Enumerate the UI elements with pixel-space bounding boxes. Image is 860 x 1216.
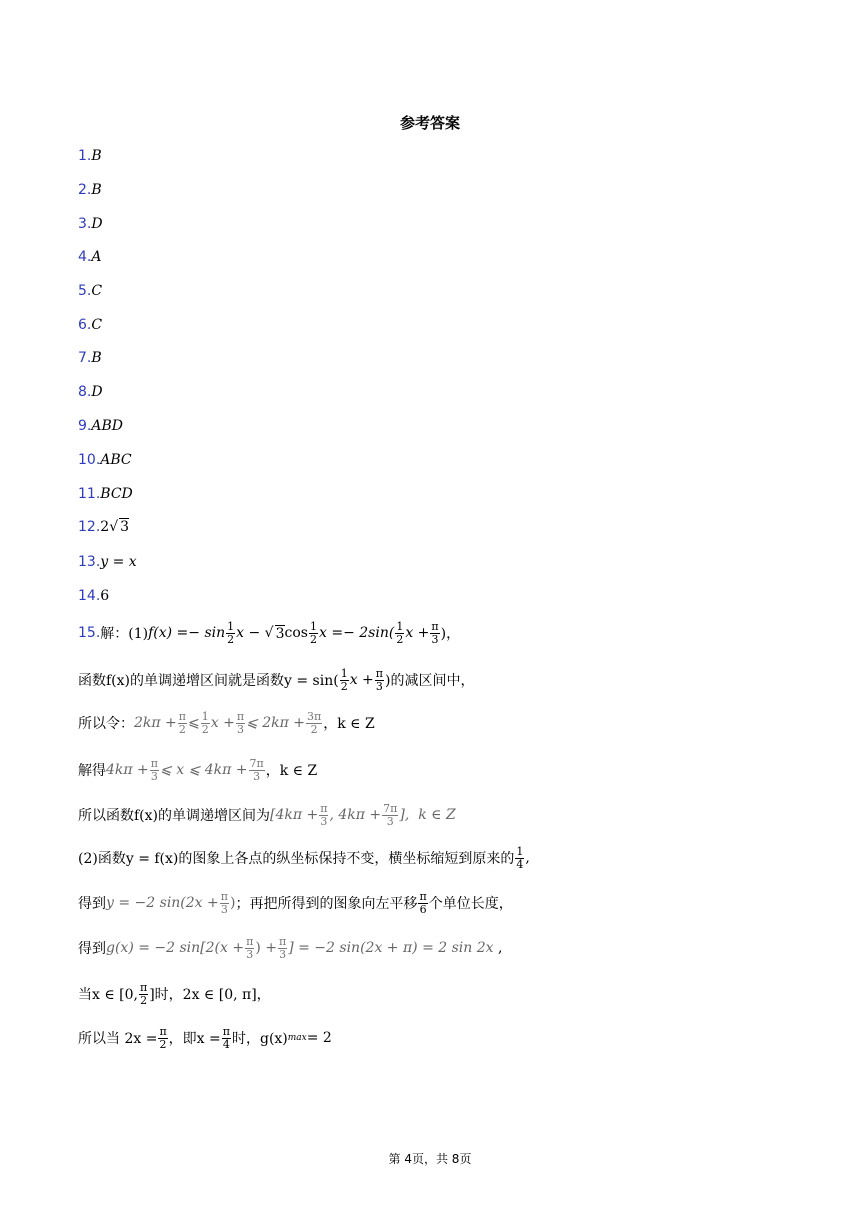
q15-line-3: 所以令： 2kπ + $\frac{\pi}{2}$ ⩽ $\frac{1}{2}$ x + $\frac{\pi}{3}$ ⩽ 2kπ + $\frac{3\pi}{2}$ ，k ∈ Z bbox=[78, 709, 375, 736]
answer-6: 6.C bbox=[78, 317, 103, 333]
fraction: $\frac{1}{2}$ bbox=[340, 666, 348, 693]
fraction: $\frac{\pi}{3}$ bbox=[431, 619, 439, 646]
answer-2: 2.B bbox=[78, 182, 102, 198]
q15-line-10: 所以当 2x = $\frac{\pi}{2}$ ，即x = $\frac{\pi}{4}$ 时，g(x) max = 2 bbox=[78, 1024, 332, 1051]
q15-line-8: 得到 g(x) = −2 sin[2(x + $\frac{\pi}{3}$ ) + $\frac{\pi}{3}$ ] = −2 sin(2x + π) = 2 sin 2x , bbox=[78, 934, 503, 961]
fraction: $\frac{\pi}{4}$ bbox=[222, 1024, 230, 1051]
answer-4: 4.A bbox=[78, 249, 102, 265]
answer-9: 9.ABD bbox=[78, 418, 123, 434]
page-footer: 第 4页，共 8页 bbox=[388, 1152, 472, 1166]
formula-f: f(x) =− sin bbox=[148, 625, 226, 641]
fraction: $\frac{1}{2}$ bbox=[396, 619, 404, 646]
fraction: $\frac{\pi}{3}$ bbox=[375, 666, 383, 693]
answer-14: 14.6 bbox=[78, 588, 110, 604]
q15-line-6: (2)函数y = f(x)的图象上各点的纵坐标保持不变，横坐标缩短到原来的 $\frac{1}{4}$ , bbox=[78, 844, 530, 871]
answer-7: 7.B bbox=[78, 350, 102, 366]
sqrt-sign: √ bbox=[109, 519, 119, 535]
answer-12: 12.2√ 3 bbox=[78, 519, 130, 535]
q15-line-2: 函数f(x)的单调递增区间就是函数y = sin( $\frac{1}{2}$ x + $\frac{\pi}{3}$ )的减区间中， bbox=[78, 666, 475, 693]
answer-1: 1.B bbox=[78, 148, 102, 164]
q15-line-9: 当x ∈ [0, $\frac{\pi}{2}$ ]时，2x ∈ [0, π]， bbox=[78, 980, 271, 1007]
fraction: $\frac{1}{4}$ bbox=[516, 844, 524, 871]
fraction: $\frac{1}{2}$ bbox=[310, 619, 317, 646]
answer-10: 10.ABC bbox=[78, 452, 132, 468]
q15-line-7: 得到 y = −2 sin(2x + $\frac{\pi}{3}$ ) ；再把所得到的图象向左平移 $\frac{\pi}{6}$ 个单位长度， bbox=[78, 889, 513, 916]
q15-line-1: 15. 解：(1) f(x) =− sin $\frac{1}{2}$ x − √ 3 cos $\frac{1}{2}$ x =− 2sin( $\frac{1}{2}$ x + $\frac{\pi}{3}$ )， bbox=[78, 619, 461, 646]
fraction: $\frac{\pi}{6}$ bbox=[419, 889, 427, 916]
answer-13: 13.y = x bbox=[78, 554, 137, 570]
page-title: 参考答案 bbox=[399, 114, 460, 132]
answer-8: 8.D bbox=[78, 384, 103, 400]
fraction: $\frac{1}{2}$ bbox=[227, 619, 235, 646]
q15-line-4: 解得 4kπ + $\frac{\pi}{3}$ ⩽ x ⩽ 4kπ + $\frac{7\pi}{3}$ ，k ∈ Z bbox=[78, 756, 318, 783]
answer-3: 3.D bbox=[78, 216, 103, 232]
fraction: $\frac{\pi}{2}$ bbox=[139, 980, 148, 1007]
q15-line-5: 所以函数f(x)的单调递增区间为 [4kπ + $\frac{\pi}{3}$ , 4kπ + $\frac{7\pi}{3}$ ], k ∈ Z bbox=[78, 801, 456, 828]
answer-11: 11.BCD bbox=[78, 486, 133, 502]
answer-5: 5.C bbox=[78, 283, 103, 299]
fraction: $\frac{\pi}{2}$ bbox=[159, 1024, 167, 1051]
